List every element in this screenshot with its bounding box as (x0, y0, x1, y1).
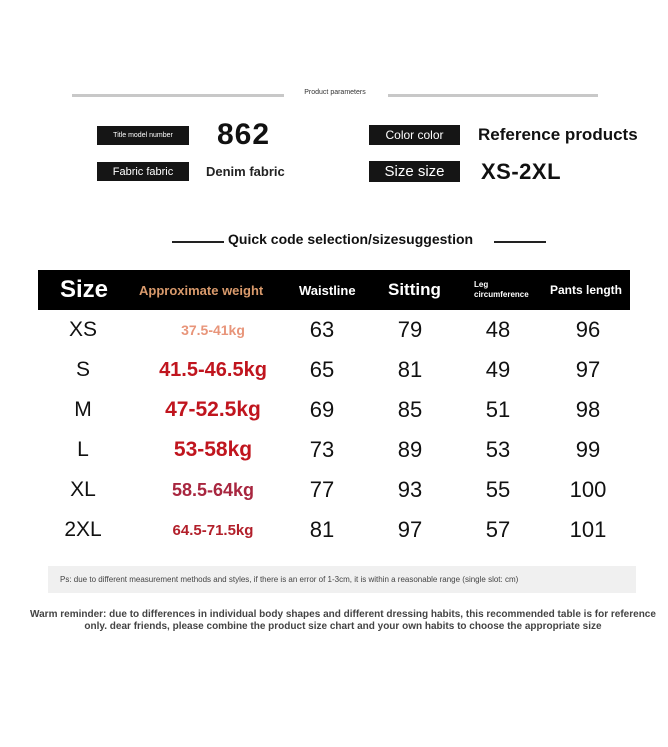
table-header (38, 270, 630, 310)
weight-cell: 58.5-64kg (171, 479, 255, 500)
size-suggestion-heading: Quick code selection/sizesuggestion (228, 231, 474, 247)
leg-circumference-cell: 51 (485, 397, 511, 422)
header-size: Size (60, 276, 109, 303)
header-divider-left (72, 94, 284, 97)
header-weight: Approximate weight (139, 282, 264, 298)
header-sitting: Sitting (388, 280, 441, 299)
weight-cell: 41.5-46.5kg (159, 358, 267, 381)
model-number-value: 862 (217, 118, 271, 151)
sitting-cell: 85 (397, 397, 423, 422)
color-value: Reference products (478, 125, 638, 144)
weight-cell: 64.5-71.5kg (172, 521, 254, 539)
size-cell: S (75, 358, 90, 381)
table-row (38, 470, 630, 510)
pants-length-cell: 97 (575, 357, 601, 382)
size-cell: XL (70, 478, 96, 501)
size-cell: L (77, 438, 89, 461)
waistline-cell: 77 (309, 477, 335, 502)
pants-length-cell: 101 (569, 517, 607, 542)
header-leg-line1: Leg (474, 280, 489, 289)
pants-length-cell: 98 (575, 397, 601, 422)
table-row (38, 350, 630, 390)
model-number-label: Title model number (97, 126, 189, 145)
header-leg-line2: circumference (474, 290, 529, 299)
leg-circumference-cell: 48 (485, 317, 511, 342)
sitting-cell: 89 (397, 437, 423, 462)
weight-cell: 53-58kg (173, 438, 253, 461)
fabric-value: Denim fabric (206, 164, 285, 179)
leg-circumference-cell: 53 (485, 437, 511, 462)
header-leg-circumference (474, 270, 529, 310)
pants-length-cell: 100 (569, 477, 607, 502)
sitting-cell: 79 (397, 317, 423, 342)
size-cell: M (74, 398, 92, 421)
size-heading-divider-right (494, 241, 546, 243)
weight-cell: 47-52.5kg (165, 398, 261, 421)
table-row (38, 310, 630, 350)
waistline-cell: 69 (309, 397, 335, 422)
size-chart-table (38, 270, 630, 550)
size-cell: XS (68, 318, 97, 341)
header-waistline: Waistline (299, 282, 356, 298)
fabric-label: Fabric fabric (97, 162, 189, 181)
waistline-cell: 65 (309, 357, 335, 382)
size-label: Size size (369, 161, 460, 182)
table-row (38, 390, 630, 430)
size-value: XS-2XL (481, 159, 562, 184)
waistline-cell: 63 (309, 317, 335, 342)
sitting-cell: 93 (397, 477, 423, 502)
pants-length-cell: 99 (575, 437, 601, 462)
warm-reminder: Warm reminder: due to differences in individual body shapes and different dressing habits, this recommended table is for reference only. dear friends, please combine the product size chart and your own habits to choose the appropriate size (30, 609, 656, 632)
waistline-cell: 73 (309, 437, 335, 462)
ps-note: Ps: due to different measurement methods and styles, if there is an error of 1-3cm, it is within a reasonable range (single slot: cm) (60, 575, 519, 584)
leg-circumference-cell: 49 (485, 357, 511, 382)
product-parameters-title: Product parameters (304, 89, 366, 96)
table-row (38, 430, 630, 470)
sitting-cell: 81 (397, 357, 423, 382)
pants-length-cell: 96 (575, 317, 601, 342)
table-body (38, 310, 630, 550)
table-row (38, 510, 630, 550)
sitting-cell: 97 (397, 517, 423, 542)
waistline-cell: 81 (309, 517, 335, 542)
ps-note-box (48, 566, 636, 593)
size-cell: 2XL (64, 518, 102, 541)
weight-cell: 37.5-41kg (181, 322, 245, 338)
color-label: Color color (369, 125, 460, 145)
header-divider-right (388, 94, 598, 97)
leg-circumference-cell: 57 (485, 517, 511, 542)
header-pants-length: Pants length (550, 283, 623, 297)
size-heading-divider-left (172, 241, 224, 243)
leg-circumference-cell: 55 (485, 477, 511, 502)
